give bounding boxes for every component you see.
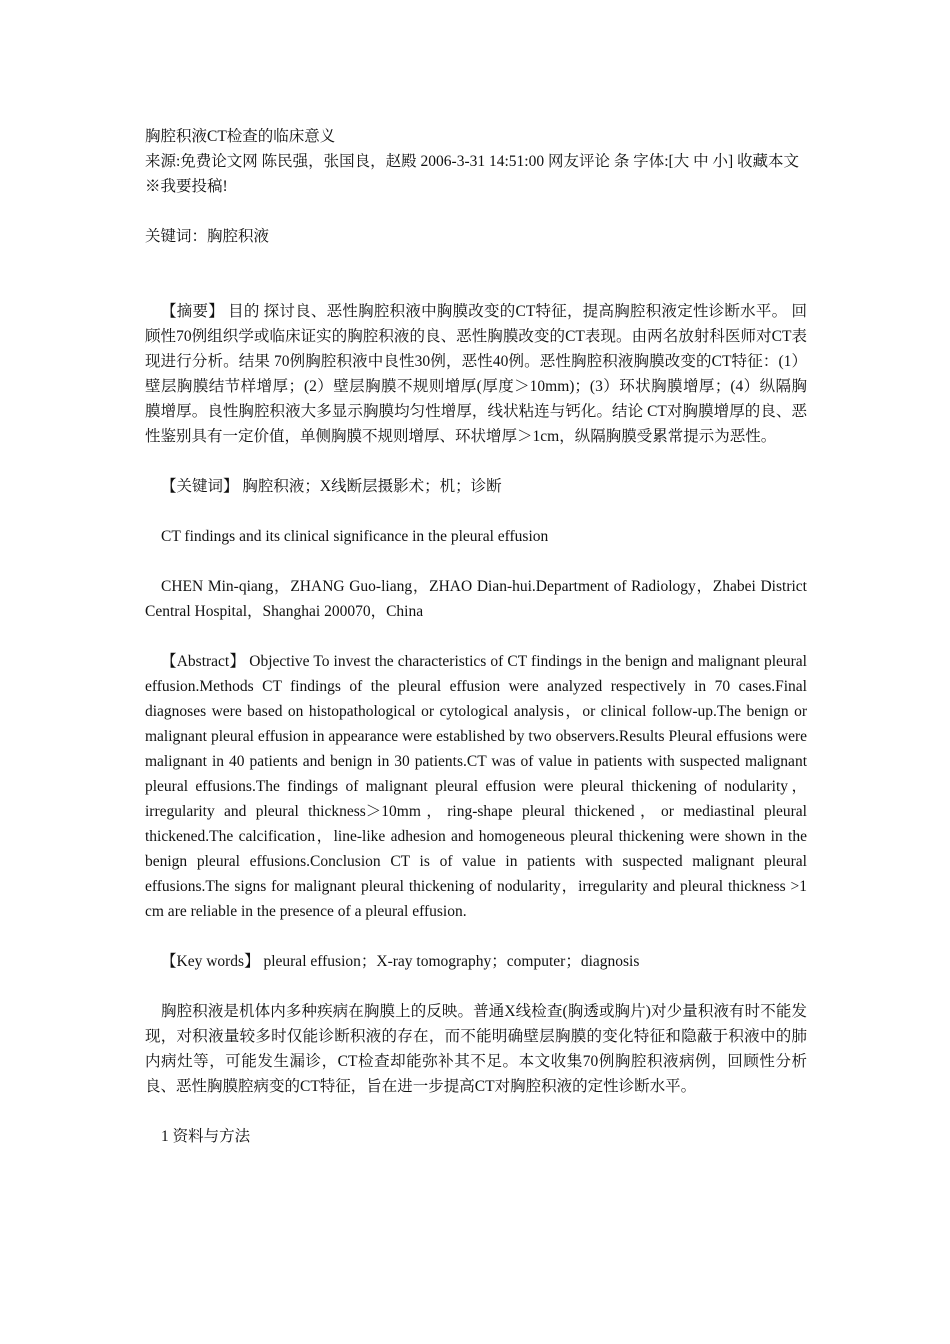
- english-title: CT findings and its clinical significance in the pleural effusion: [161, 528, 549, 545]
- intro-paragraph: 胸腔积液是机体内多种疾病在胸膜上的反映。普通X线检查(胸透或胸片)对少量积液有时不能发现，对积液量较多时仅能诊断积液的存在，而不能明确壁层胸膜的变化特征和隐蔽于积液中的肺内病灶等，可能发生漏诊，CT检查却能弥补其不足。本文收集70例胸腔积液病例，回顾性分析良、恶性胸膜腔病变的CT特征，旨在进一步提高CT对胸腔积液的定性诊断水平。: [145, 1003, 807, 1095]
- abstract-chinese: 【摘要】 目的 探讨良、恶性胸腔积液中胸膜改变的CT特征，提高胸腔积液定性诊断水平。 回顾性70例组织学或临床证实的胸腔积液的良、恶性胸膜改变的CT表现。由两名放射科医师对CT表现进行分析。结果 70例胸腔积液中良性30例，恶性40例。恶性胸腔积液胸膜改变的CT特征：(1）壁层胸膜结节样增厚；(2）壁层胸膜不规则增厚(厚度＞10mm)；(3）环状胸膜增厚；(4）纵隔胸膜增厚。良性胸腔积液大多显示胸膜均匀性增厚，线状粘连与钙化。结论 CT对胸膜增厚的良、恶性鉴别具有一定价值，单侧胸膜不规则增厚、环状增厚＞1cm，纵隔胸膜受累常提示为恶性。: [145, 303, 807, 445]
- keywords-chinese: 【关键词】 胸腔积液；X线断层摄影术；机；诊断: [161, 478, 502, 495]
- section-heading: 1 资料与方法: [161, 1128, 251, 1145]
- keywords-english: 【Key words】 pleural effusion；X-ray tomography；computer；diagnosis: [161, 953, 640, 970]
- article-title: 胸腔积液CT检查的临床意义: [145, 128, 336, 145]
- article-body: [145, 124, 807, 1149]
- english-authors: CHEN Min-qiang，ZHANG Guo-liang，ZHAO Dian-hui.Department of Radiology，Zhabei District Central Hospital，Shanghai 200070，China: [145, 578, 807, 620]
- article-meta: 来源:免费论文网 陈民强，张国良，赵殿 2006-3-31 14:51:00 网友评论 条 字体:[大 中 小] 收藏本文 ※我要投稿!: [145, 153, 799, 195]
- abstract-english: 【Abstract】 Objective To invest the characteristics of CT findings in the benign and malignant pleural effusion.Methods CT findings of the pleural effusion were analyzed respectively in 70 cases.Final diagnoses were based on histopathological or cytological analysis，or clinical follow-up.The benign or malignant pleural effusion in appearance were established by two observers.Results Pleural effusions were malignant in 40 patients and benign in 30 patients.CT was of value in patients with suspected malignant pleural effusions.The findings of malignant pleural effusion were pleural thickening of nodularity，irregularity and pleural thickness＞10mm，ring-shape pleural thickened，or mediastinal pleural thickened.The calcification，line-like adhesion and homogeneous pleural thickening were shown in the benign pleural effusions.Conclusion CT is of value in patients with suspected malignant pleural effusions.The signs for malignant pleural thickening of nodularity，irregularity and pleural thickness >1 cm are reliable in the presence of a pleural effusion.: [145, 653, 807, 920]
- keywords-line: 关键词：胸腔积液: [145, 228, 270, 245]
